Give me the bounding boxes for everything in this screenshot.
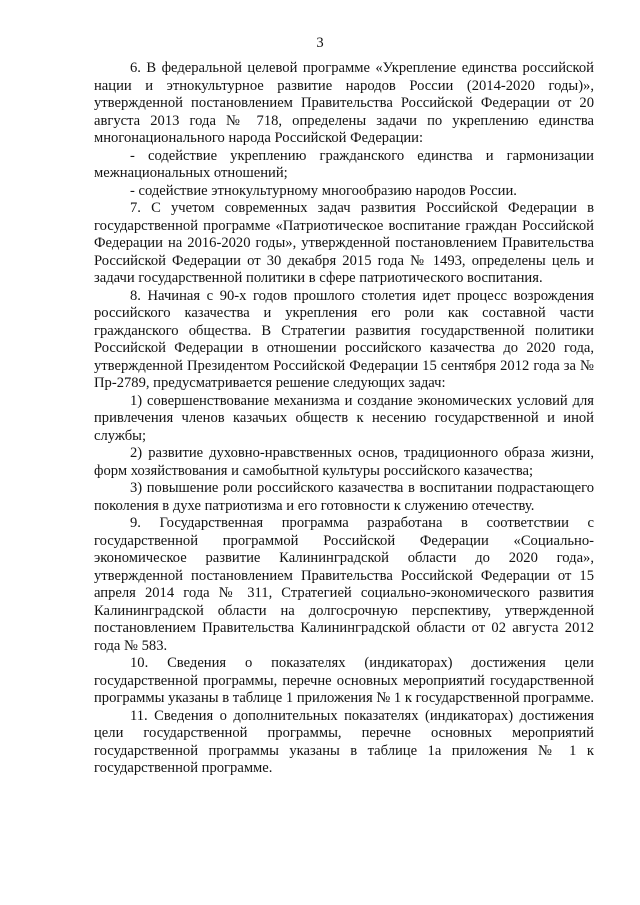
document-body	[94, 60, 594, 778]
task-item-2: 2) развитие духовно-нравственных основ, традиционного образа жизни, форм хозяйствования и самобытной культуры российского казачества;	[94, 445, 594, 479]
list-item-ethnocultural-diversity: - содействие этнокультурному многообразию народов России.	[130, 182, 517, 199]
list-item-civic-unity: - содействие укреплению гражданского единства и гармонизации межнациональных отношений;	[94, 147, 594, 181]
paragraph-7: 7. С учетом современных задач развития Российской Федерации в государственной программе «Патриотическое воспитание граждан Российской Федерации на 2016-2020 годы», утвержденной постановлением Правительства Российской Федерации от 30 декабря 2015 года № 1493, определены цель и задачи государственной политики в сфере патриотического воспитания.	[94, 200, 594, 286]
paragraph-11: 11. Сведения о дополнительных показателях (индикаторах) достижения цели государственной программы, перечне основных мероприятий государственной программы указаны в таблице 1а приложения № 1 к государственной программе.	[94, 707, 594, 776]
page-number: 3	[316, 35, 324, 51]
paragraph-6: 6. В федеральной целевой программе «Укрепление единства российской нации и этнокультурное развитие народов России (2014-2020 годы)», утвержденной постановлением Правительства Российской Федерации от 20 августа 2013 года № 718, определены задачи по укреплению единства многонационального народа Российской Федерации:	[94, 60, 594, 146]
paragraph-10: 10. Сведения о показателях (индикаторах) достижения цели государственной программы, перечне основных мероприятий государственной программы указаны в таблице 1 приложения № 1 к государственной программе.	[94, 655, 594, 706]
paragraph-9: 9. Государственная программа разработана в соответствии с государственной программой Российской Федерации «Социально-экономическое развитие Калининградской области до 2020 года», утвержденной постановлением Правительства Российской Федерации от 15 апреля 2014 года № 311, Стратегией социально-экономического развития Калининградской области на долгосрочную перспективу, утвержденной постановлением Правительства Калининградской области от 02 августа 2012 года № 583.	[94, 515, 594, 654]
task-item-3: 3) повышение роли российского казачества в воспитании подрастающего поколения в духе патриотизма и его готовности к служению отечеству.	[94, 480, 594, 514]
task-item-1: 1) совершенствование механизма и создание экономических условий для привлечения членов казачьих обществ к несению государственной и иной службы;	[94, 392, 594, 444]
paragraph-8: 8. Начиная с 90-х годов прошлого столетия идет процесс возрождения российского казачества и укрепления его роли как составной части гражданского общества. В Стратегии развития государственной политики Российской Федерации в отношении российского казачества до 2020 года, утвержденной Президентом Российской Федерации 15 сентября 2012 года за № Пр-2789, предусматривается решение следующих задач:	[94, 287, 594, 391]
